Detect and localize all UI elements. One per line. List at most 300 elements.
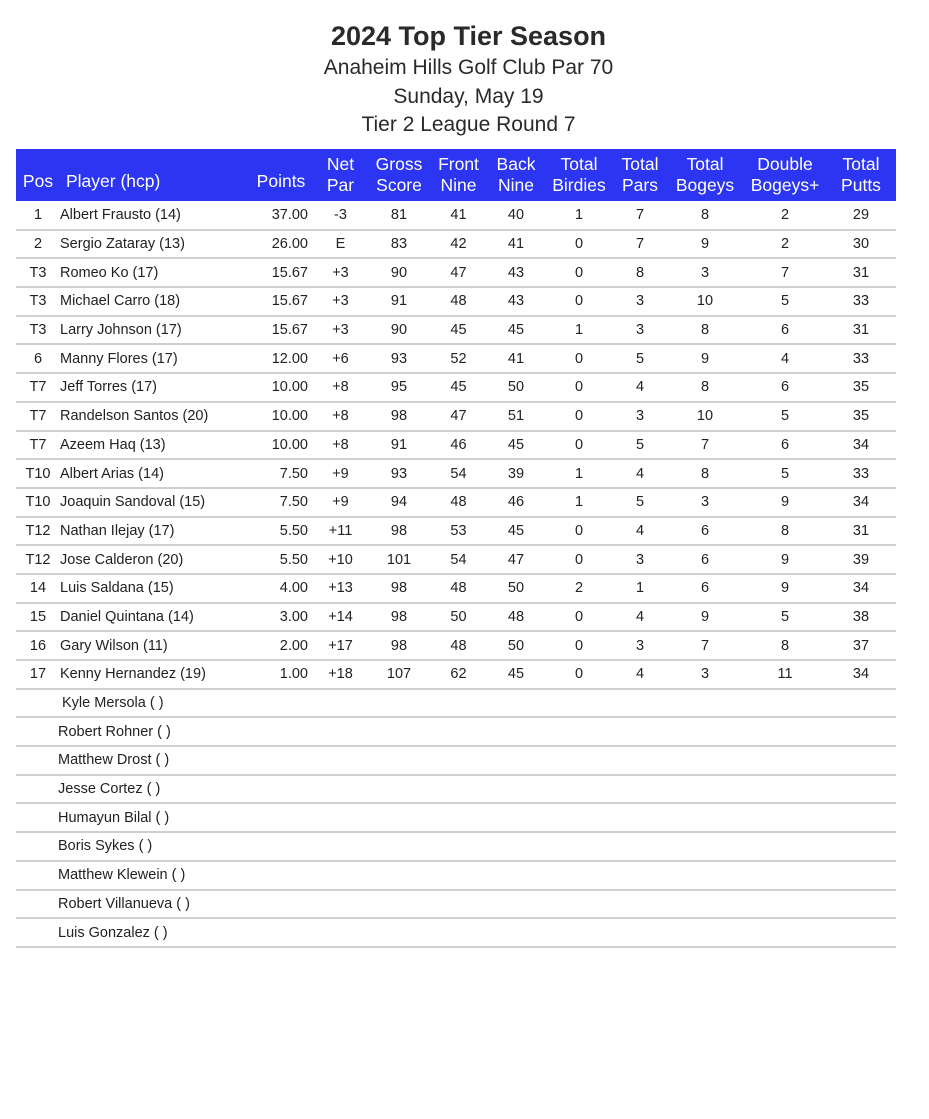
cell-pos [16, 803, 60, 832]
cell-total-pars: 3 [635, 637, 645, 654]
player-name: Jesse Cortez ( ) [58, 781, 161, 798]
cell-empty [666, 689, 744, 718]
cell-pos: T7 [29, 408, 47, 425]
table-row [16, 373, 896, 402]
cell-double-bogeys: 8 [780, 522, 790, 539]
cell-total-pars: 4 [635, 666, 645, 683]
cell-net-par: +11 [328, 522, 353, 539]
cell-net-par: +9 [332, 465, 349, 482]
cell-empty [544, 803, 614, 832]
col-header-total-bogeys: Total Bogeys [675, 154, 735, 195]
cell-empty [614, 746, 666, 775]
table-row-no-score [16, 918, 896, 947]
cell-total-birdies: 0 [574, 236, 584, 253]
cell-total-pars: 5 [635, 350, 645, 367]
cell-points: 26.00 [271, 236, 308, 253]
cell-player: Gary Wilson (11) [60, 637, 168, 654]
cell-total-bogeys: 9 [700, 608, 710, 625]
cell-empty [666, 832, 744, 861]
cell-pos [16, 832, 60, 861]
cell-points: 3.00 [279, 608, 308, 625]
cell-total-birdies: 0 [574, 293, 584, 310]
table-row [16, 431, 896, 460]
col-header-pos: Pos [22, 170, 54, 191]
cell-empty [744, 717, 826, 746]
cell-gross-score: 93 [390, 350, 408, 367]
cell-empty [666, 746, 744, 775]
cell-total-pars: 4 [635, 608, 645, 625]
cell-gross-score: 90 [390, 322, 408, 339]
cell-points: 4.00 [279, 580, 308, 597]
cell-total-putts: 29 [852, 206, 870, 223]
cell-total-putts: 31 [852, 322, 870, 339]
cell-total-bogeys: 10 [696, 293, 714, 310]
cell-points: 7.50 [279, 465, 308, 482]
cell-total-bogeys: 7 [700, 436, 710, 453]
cell-pos: 1 [33, 206, 43, 223]
cell-net-par: +13 [328, 580, 353, 597]
cell-gross-score: 93 [390, 465, 408, 482]
cell-player [60, 746, 250, 775]
cell-empty [250, 803, 312, 832]
cell-empty [312, 890, 369, 919]
cell-empty [614, 918, 666, 947]
cell-total-pars: 8 [635, 264, 645, 281]
player-name: Kyle Mersola ( ) [62, 695, 164, 712]
cell-empty [666, 717, 744, 746]
player-name: Matthew Klewein ( ) [58, 867, 186, 884]
cell-empty [429, 861, 488, 890]
cell-front-nine: 48 [450, 580, 467, 597]
table-header-row [16, 149, 896, 201]
cell-empty [250, 890, 312, 919]
cell-back-nine: 43 [507, 264, 525, 281]
cell-empty [429, 689, 488, 718]
cell-player: Kenny Hernandez (19) [60, 666, 206, 683]
cell-total-birdies: 2 [574, 580, 584, 597]
cell-gross-score: 107 [386, 666, 412, 683]
cell-total-birdies: 1 [574, 494, 584, 511]
cell-total-bogeys: 8 [700, 322, 710, 339]
cell-empty [666, 775, 744, 804]
cell-total-pars: 7 [635, 206, 645, 223]
cell-pos: T7 [29, 436, 47, 453]
cell-total-putts: 38 [852, 608, 870, 625]
cell-player [60, 689, 250, 718]
cell-total-birdies: 0 [574, 608, 584, 625]
cell-empty [614, 890, 666, 919]
cell-back-nine: 46 [507, 494, 525, 511]
cell-empty [488, 832, 544, 861]
cell-double-bogeys: 5 [780, 293, 790, 310]
cell-front-nine: 46 [450, 436, 467, 453]
cell-double-bogeys: 8 [780, 637, 790, 654]
cell-player: Jeff Torres (17) [60, 379, 157, 396]
cell-net-par: -3 [334, 206, 347, 223]
cell-total-putts: 35 [852, 379, 870, 396]
cell-total-putts: 33 [852, 465, 870, 482]
cell-gross-score: 91 [390, 436, 408, 453]
cell-net-par: +3 [332, 264, 349, 281]
table-row [16, 631, 896, 660]
cell-points: 12.00 [271, 350, 308, 367]
cell-gross-score: 98 [390, 408, 408, 425]
cell-net-par: +14 [328, 608, 353, 625]
cell-pos [16, 775, 60, 804]
cell-empty [744, 803, 826, 832]
cell-total-putts: 39 [852, 551, 870, 568]
cell-total-birdies: 0 [574, 522, 584, 539]
player-name: Matthew Drost ( ) [58, 752, 170, 769]
cell-front-nine: 54 [450, 551, 467, 568]
table-row [16, 459, 896, 488]
cell-back-nine: 45 [507, 666, 525, 683]
cell-front-nine: 50 [450, 608, 467, 625]
cell-player: Romeo Ko (17) [60, 264, 159, 281]
cell-total-pars: 4 [635, 379, 645, 396]
cell-double-bogeys: 11 [777, 666, 793, 683]
cell-empty [666, 918, 744, 947]
cell-pos: T3 [29, 293, 47, 310]
cell-empty [369, 717, 429, 746]
cell-pos: 15 [29, 608, 47, 625]
cell-empty [488, 689, 544, 718]
cell-gross-score: 98 [390, 580, 408, 597]
cell-net-par: +3 [332, 293, 349, 310]
cell-points: 7.50 [279, 494, 308, 511]
cell-double-bogeys: 2 [780, 236, 790, 253]
cell-empty [614, 689, 666, 718]
table-row [16, 517, 896, 546]
cell-pos: T3 [29, 264, 47, 281]
cell-empty [250, 832, 312, 861]
cell-net-par: +18 [328, 666, 353, 683]
cell-net-par: +8 [332, 436, 349, 453]
cell-total-pars: 3 [635, 293, 645, 310]
table-row-no-score [16, 832, 896, 861]
table-row-no-score [16, 717, 896, 746]
cell-total-putts: 34 [852, 580, 870, 597]
cell-empty [544, 746, 614, 775]
cell-front-nine: 48 [450, 293, 467, 310]
cell-empty [614, 803, 666, 832]
cell-pos [16, 746, 60, 775]
cell-player [60, 890, 250, 919]
cell-empty [666, 861, 744, 890]
cell-net-par: +8 [332, 408, 349, 425]
cell-back-nine: 51 [507, 408, 525, 425]
table-row [16, 402, 896, 431]
col-header-total-birdies: Total Birdies [552, 154, 606, 195]
cell-back-nine: 45 [507, 436, 525, 453]
cell-empty [369, 775, 429, 804]
cell-pos [16, 890, 60, 919]
cell-front-nine: 62 [450, 666, 467, 683]
cell-empty [312, 803, 369, 832]
cell-back-nine: 45 [507, 522, 525, 539]
table-row [16, 344, 896, 373]
cell-empty [250, 861, 312, 890]
cell-pos: T10 [25, 494, 51, 511]
cell-points: 2.00 [279, 637, 308, 654]
cell-empty [544, 832, 614, 861]
cell-gross-score: 94 [390, 494, 408, 511]
cell-empty [614, 832, 666, 861]
cell-empty [369, 832, 429, 861]
cell-player: Daniel Quintana (14) [60, 608, 194, 625]
cell-net-par: +17 [328, 637, 353, 654]
cell-total-bogeys: 3 [700, 494, 710, 511]
cell-empty [488, 861, 544, 890]
cell-total-putts: 33 [852, 350, 870, 367]
cell-pos: T3 [29, 322, 47, 339]
cell-empty [744, 832, 826, 861]
cell-empty [312, 689, 369, 718]
cell-empty [826, 861, 896, 890]
cell-empty [488, 746, 544, 775]
cell-total-putts: 31 [852, 264, 870, 281]
cell-total-bogeys: 10 [696, 408, 714, 425]
cell-empty [826, 803, 896, 832]
table-row [16, 545, 896, 574]
player-name: Robert Villanueva ( ) [58, 895, 190, 912]
cell-empty [369, 689, 429, 718]
cell-front-nine: 45 [450, 379, 467, 396]
cell-gross-score: 98 [390, 608, 408, 625]
cell-points: 15.67 [271, 264, 308, 281]
cell-empty [312, 832, 369, 861]
player-name: Luis Gonzalez ( ) [58, 924, 168, 941]
cell-player: Luis Saldana (15) [60, 580, 174, 597]
cell-total-putts: 33 [852, 293, 870, 310]
cell-empty [744, 689, 826, 718]
cell-double-bogeys: 5 [780, 408, 790, 425]
cell-total-birdies: 0 [574, 551, 584, 568]
round-line: Tier 2 League Round 7 [361, 113, 576, 136]
cell-total-putts: 34 [852, 494, 870, 511]
cell-front-nine: 47 [450, 264, 467, 281]
cell-total-birdies: 0 [574, 350, 584, 367]
cell-empty [312, 717, 369, 746]
cell-pos: 14 [29, 580, 47, 597]
cell-empty [744, 861, 826, 890]
cell-gross-score: 98 [390, 637, 408, 654]
cell-total-pars: 4 [635, 522, 645, 539]
cell-total-bogeys: 6 [700, 551, 710, 568]
cell-empty [488, 775, 544, 804]
cell-total-putts: 34 [852, 666, 870, 683]
cell-empty [369, 918, 429, 947]
cell-empty [826, 717, 896, 746]
cell-gross-score: 91 [390, 293, 408, 310]
cell-empty [666, 803, 744, 832]
cell-empty [826, 918, 896, 947]
table-row [16, 230, 896, 259]
table-row-no-score [16, 689, 896, 718]
cell-points: 37.00 [271, 206, 308, 223]
cell-total-bogeys: 9 [700, 350, 710, 367]
cell-empty [312, 775, 369, 804]
cell-double-bogeys: 6 [780, 379, 790, 396]
cell-total-bogeys: 8 [700, 379, 710, 396]
col-header-total-putts: Total Putts [841, 154, 881, 195]
cell-points: 10.00 [271, 379, 308, 396]
cell-pos [16, 689, 60, 718]
cell-back-nine: 48 [507, 608, 525, 625]
cell-player: Randelson Santos (20) [60, 408, 209, 425]
cell-empty [614, 861, 666, 890]
cell-empty [544, 861, 614, 890]
cell-back-nine: 45 [507, 322, 525, 339]
cell-points: 5.50 [279, 551, 308, 568]
cell-front-nine: 45 [450, 322, 467, 339]
cell-total-bogeys: 9 [700, 236, 710, 253]
player-name: Humayun Bilal ( ) [58, 809, 170, 826]
cell-player [60, 918, 250, 947]
cell-player [60, 861, 250, 890]
cell-player: Azeem Haq (13) [60, 436, 166, 453]
cell-points: 10.00 [271, 408, 308, 425]
cell-player: Larry Johnson (17) [60, 322, 182, 339]
cell-points: 15.67 [271, 322, 308, 339]
cell-total-birdies: 0 [574, 264, 584, 281]
cell-empty [826, 689, 896, 718]
cell-total-birdies: 1 [574, 465, 584, 482]
col-header-back-nine: Back Nine [496, 154, 536, 195]
cell-front-nine: 53 [450, 522, 467, 539]
cell-player: Albert Frausto (14) [60, 206, 181, 223]
cell-points: 10.00 [271, 436, 308, 453]
cell-pos: 2 [33, 236, 43, 253]
cell-pos: 6 [33, 350, 43, 367]
table-row-no-score [16, 890, 896, 919]
cell-empty [250, 717, 312, 746]
cell-pos: 17 [29, 666, 47, 683]
cell-empty [429, 746, 488, 775]
cell-empty [312, 918, 369, 947]
cell-player: Manny Flores (17) [60, 350, 178, 367]
cell-back-nine: 47 [507, 551, 525, 568]
report-title: 2024 Top Tier Season [330, 21, 607, 51]
cell-empty [488, 918, 544, 947]
cell-points: 5.50 [279, 522, 308, 539]
table-row [16, 488, 896, 517]
cell-empty [488, 890, 544, 919]
cell-empty [429, 918, 488, 947]
cell-empty [250, 775, 312, 804]
cell-total-pars: 7 [635, 236, 645, 253]
cell-player: Joaquin Sandoval (15) [60, 494, 206, 511]
cell-empty [369, 803, 429, 832]
cell-empty [250, 689, 312, 718]
cell-net-par: E [335, 236, 346, 253]
col-header-front-nine: Front Nine [438, 154, 479, 195]
cell-total-bogeys: 3 [700, 666, 710, 683]
cell-net-par: +8 [332, 379, 349, 396]
cell-empty [744, 890, 826, 919]
date-line: Sunday, May 19 [393, 85, 544, 108]
cell-total-birdies: 0 [574, 408, 584, 425]
cell-empty [614, 775, 666, 804]
cell-empty [429, 832, 488, 861]
col-header-points: Points [256, 170, 306, 191]
cell-front-nine: 41 [450, 206, 467, 223]
cell-empty [312, 746, 369, 775]
cell-empty [744, 918, 826, 947]
cell-net-par: +9 [332, 494, 349, 511]
cell-empty [250, 746, 312, 775]
cell-total-bogeys: 3 [700, 264, 710, 281]
cell-double-bogeys: 6 [780, 322, 790, 339]
cell-pos [16, 918, 60, 947]
table-row [16, 660, 896, 689]
cell-total-bogeys: 8 [700, 206, 710, 223]
table-row [16, 258, 896, 287]
cell-total-birdies: 0 [574, 666, 584, 683]
cell-player: Sergio Zataray (13) [60, 236, 185, 253]
cell-total-bogeys: 6 [700, 522, 710, 539]
cell-empty [544, 775, 614, 804]
cell-total-pars: 1 [635, 580, 645, 597]
cell-back-nine: 41 [507, 236, 525, 253]
table-row [16, 603, 896, 632]
table-row [16, 287, 896, 316]
cell-total-birdies: 1 [574, 322, 584, 339]
cell-total-pars: 3 [635, 322, 645, 339]
cell-gross-score: 101 [386, 551, 412, 568]
cell-empty [666, 890, 744, 919]
cell-double-bogeys: 5 [780, 465, 790, 482]
cell-empty [488, 717, 544, 746]
table-row [16, 316, 896, 345]
cell-total-putts: 35 [852, 408, 870, 425]
cell-total-bogeys: 6 [700, 580, 710, 597]
cell-total-birdies: 0 [574, 436, 584, 453]
course-line: Anaheim Hills Golf Club Par 70 [323, 56, 614, 79]
cell-total-bogeys: 8 [700, 465, 710, 482]
cell-double-bogeys: 7 [780, 264, 790, 281]
cell-gross-score: 83 [390, 236, 408, 253]
cell-player: Albert Arias (14) [60, 465, 164, 482]
table-row [16, 574, 896, 603]
cell-gross-score: 90 [390, 264, 408, 281]
cell-empty [744, 746, 826, 775]
cell-back-nine: 41 [507, 350, 525, 367]
cell-total-putts: 34 [852, 436, 870, 453]
cell-pos: T10 [25, 465, 51, 482]
cell-double-bogeys: 9 [780, 494, 790, 511]
cell-empty [429, 717, 488, 746]
cell-empty [744, 775, 826, 804]
cell-empty [429, 890, 488, 919]
cell-player [60, 717, 250, 746]
player-name: Robert Rohner ( ) [58, 723, 171, 740]
cell-double-bogeys: 5 [780, 608, 790, 625]
cell-points: 1.00 [279, 666, 308, 683]
results-body [16, 201, 896, 947]
cell-empty [250, 918, 312, 947]
cell-total-pars: 4 [635, 465, 645, 482]
cell-pos: T12 [25, 522, 51, 539]
cell-total-bogeys: 7 [700, 637, 710, 654]
cell-empty [544, 890, 614, 919]
cell-pos: 16 [29, 637, 47, 654]
player-name: Boris Sykes ( ) [58, 838, 153, 855]
cell-pos: T7 [29, 379, 47, 396]
cell-double-bogeys: 9 [780, 580, 790, 597]
cell-empty [826, 746, 896, 775]
cell-total-birdies: 0 [574, 379, 584, 396]
